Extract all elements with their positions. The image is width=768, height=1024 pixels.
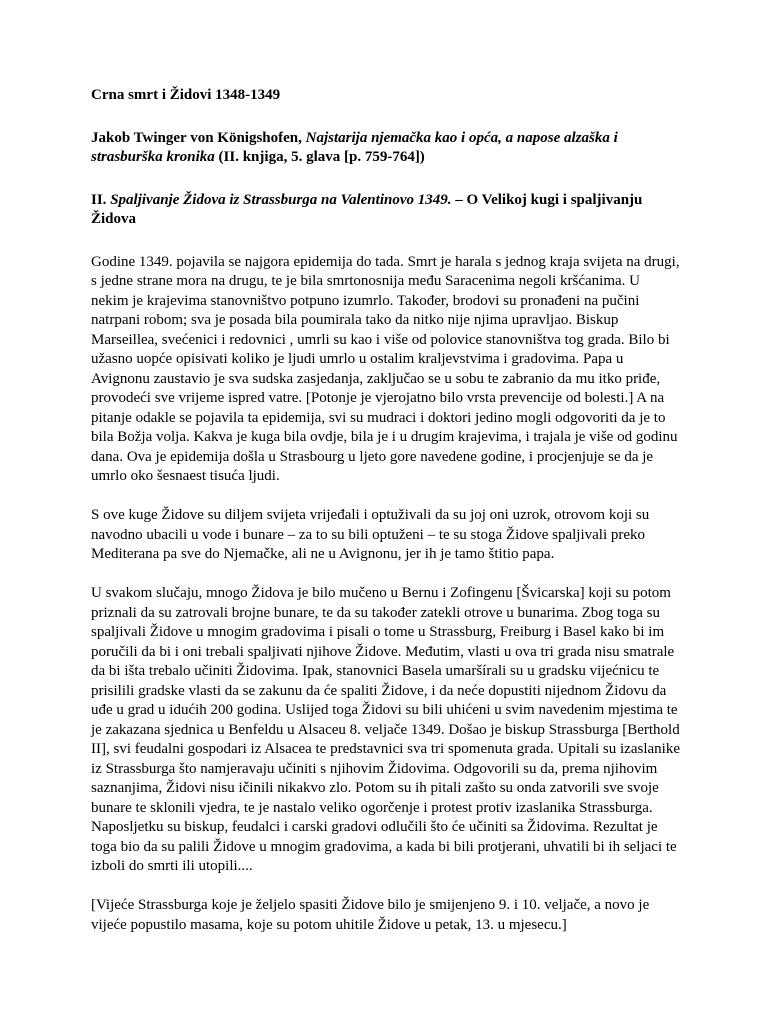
section-heading xyxy=(91,191,681,230)
document-title: Crna smrt i Židovi 1348-1349 xyxy=(91,87,281,103)
source-citation xyxy=(91,129,681,168)
source-work-title: Najstarija njemačka kao i opća, a napose alzaška i strasburška kronika xyxy=(91,129,618,165)
section-italic-title: Spaljivanje Židova iz Strassburga na Valentinovo 1349. xyxy=(110,191,452,208)
body-paragraph: U svakom slučaju, mnogo Židova je bilo mučeno u Bernu i Zofingenu [Švicarska] koji su potom priznali da su zatrovali brojne bunare, te da su također zatekli otrove u bunarima. Zbog toga su spaljivali Židove u mnogim gradovima i pisali o tome u Strassburg, Freiburg i Basel kako bi im poručili da bi i oni trebali spaljivati njihove Židove. Međutim, vlasti u ova tri grada nisu smatrale da bi išta trebalo učiniti Židovima. Ipak, stanovnici Basela umaršírali su u gradsku vijećnicu te prisilili gradske vlasti da se zakunu da će spaliti Židove, i da neće dopustiti nijednom Židovu da uđe u grad u idućih 200 godina. Uslijed toga Židovi su bili uhićeni u svim navedenim mjestima te je zakazana sjednica u Benfeldu u Alsaceu 8. veljače 1349. Došao je biskup Strassburga [Berthold II], svi feudalni gospodari iz Alsacea te predstavnici sva tri spomenuta grada. Upitali su izaslanike iz Strassburga što namjeravaju učiniti s njihovim Židovima. Odgovorili su da, prema njihovim saznanjima, Židovi nisu ičinili nikakvo zlo. Potom su ih pitali zašto su onda zatvorili sve svoje bunare te sklonili vjedra, te je nastalo veliko ogorčenje i protest protiv izaslanika Strassburga. Naposljetku su biskup, feudalci i carski gradovi odlučili što će učiniti sa Židovima. Rezultat je toga bio da su palili Židove u mnogim gradovima, a kada bi bili protjerani, uhvatili bi ih seljaci te izboli do smrti ili utopili.... xyxy=(91,585,680,874)
section-number: II. xyxy=(91,191,107,208)
body-paragraph: [Vijeće Strassburga koje je željelo spasiti Židove bilo je smijenjeno 9. i 10. veljače, a novo je vijeće popustilo masama, koje su potom uhitile Židove u petak, 13. u mjesecu.] xyxy=(91,897,650,933)
document-page xyxy=(91,86,681,955)
body-paragraph: Godine 1349. pojavila se najgora epidemija do tada. Smrt je harala s jednog kraja svijeta na drugi, s jedne strane mora na drugu, te je bila smrtonosnija među Saracenima negoli kršćanima. U nekim je krajevima stanovništvo potpuno izumrlo. Također, brodovi su pronađeni na pučini natrpani robom; sva je posada bila poumirala tako da nitko nije njima upravljao. Biskup Marseillea, svećenici i redovnici , umrli su kao i više od polovice stanovništva tog grada. Bilo bi užasno uopće opisivati koliko je ljudi umrlo u ostalim kraljevstvima i gradovima. Papa u Avignonu zaustavio je sva sudska zasjedanja, zaključao se u sobu te zabranio da mu itko priđe, provodeći sve vrijeme ispred vatre. [Potonje je vjerojatno bilo vrsta prevencije od bolesti.] A na pitanje odakle se pojavila ta epidemija, svi su mudraci i doktori jedino mogli odgovoriti da je to bila Božja volja. Kakva je kuga bila ovdje, bila je i u drugim krajevima, i trajala je više od godinu dana. Ova je epidemija došla u Strasbourg u ljeto gore navedene godine, i procjenjuje se da je umrlo oko šesnaest tisuća ljudi. xyxy=(91,253,680,484)
section-subtitle: – O Velikoj kugi i spaljivanju Židova xyxy=(91,191,643,227)
body-paragraph: S ove kuge Židove su diljem svijeta vrijeđali i optuživali da su joj oni uzrok, otrovom koji su navodno ubacili u vode i bunare – za to su bili optuženi – te su stoga Židove spaljivali preko Mediterana pa sve do Njemačke, ali ne u Avignonu, jer ih je tamo štitio papa. xyxy=(91,507,650,562)
source-reference: (II. knjiga, 5. glava [p. 759-764]) xyxy=(218,149,425,165)
source-author: Jakob Twinger von Königshofen, xyxy=(91,129,302,146)
